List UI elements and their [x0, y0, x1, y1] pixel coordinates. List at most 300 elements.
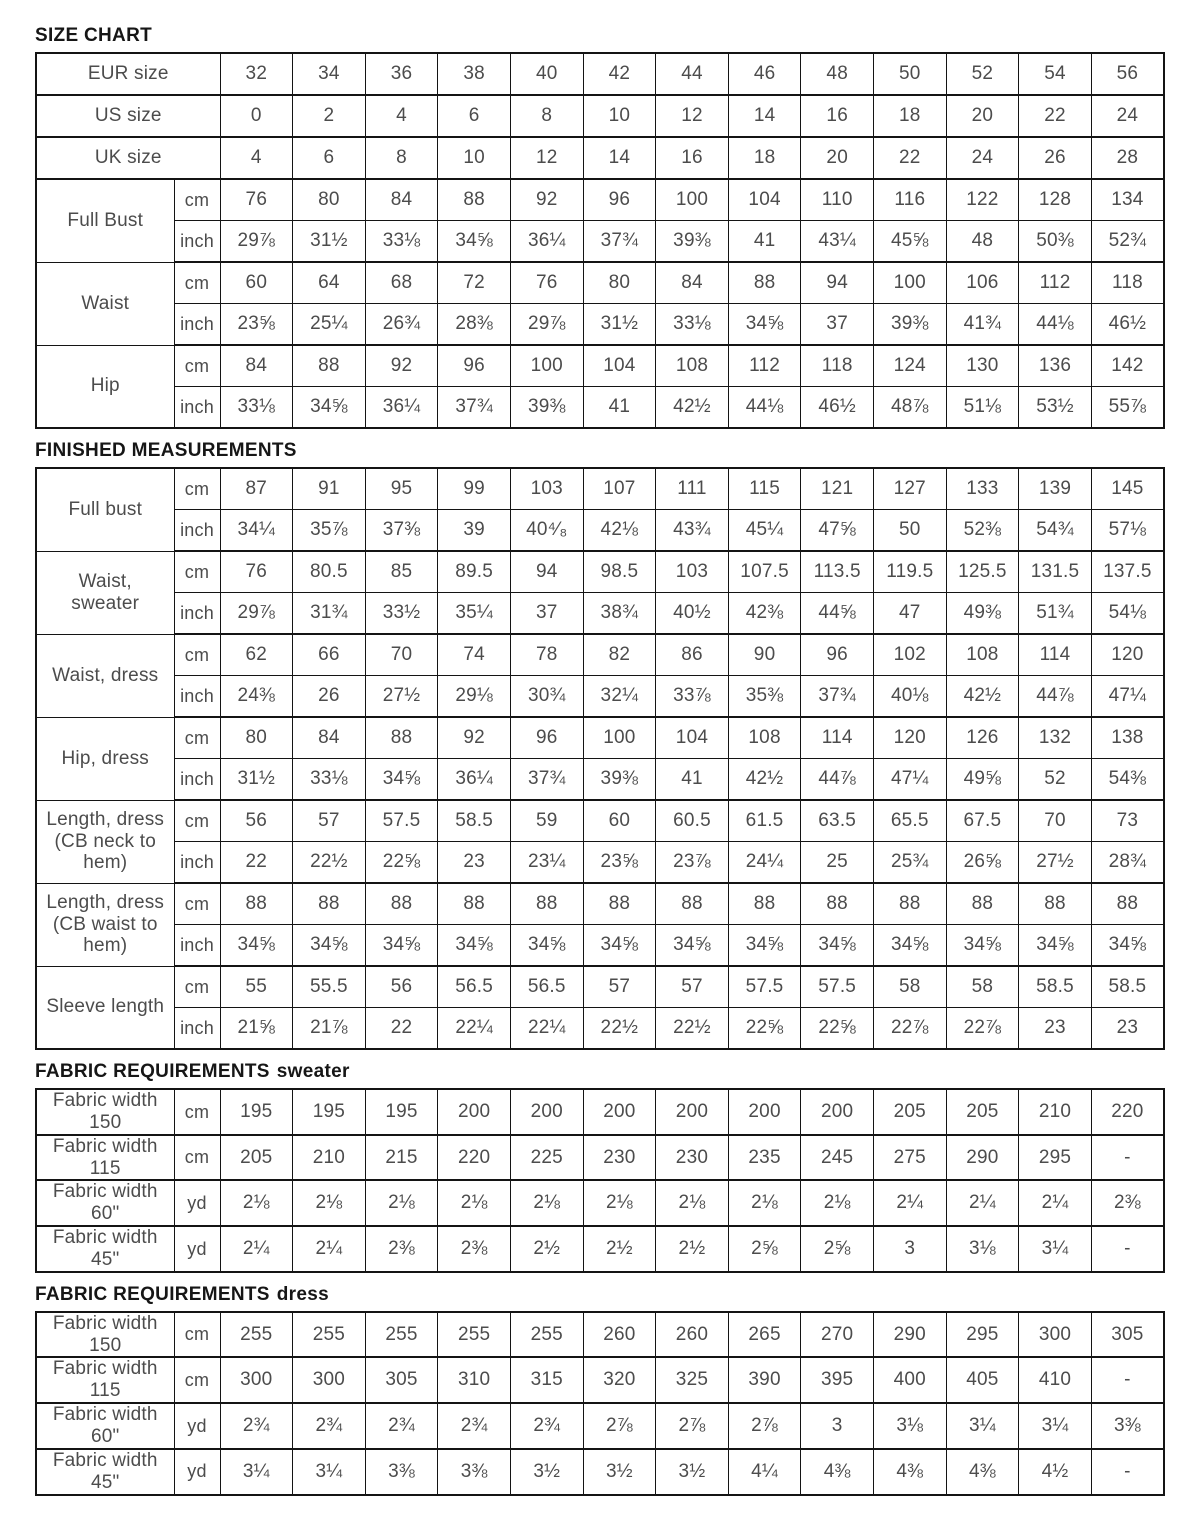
value-cell: 104 — [728, 179, 801, 221]
value-cell: 100 — [656, 179, 729, 221]
value-cell: 52 — [946, 53, 1019, 95]
value-cell: 56 — [220, 800, 293, 842]
value-cell: 210 — [1019, 1089, 1092, 1135]
value-cell: 53½ — [1019, 387, 1092, 429]
unit-cell: inch — [174, 1008, 220, 1050]
finished-measurements-table — [35, 467, 1165, 1050]
value-cell: 89.5 — [438, 551, 511, 593]
value-cell: 295 — [1019, 1135, 1092, 1181]
value-cell: 46 — [728, 53, 801, 95]
table-row — [36, 1089, 1164, 1135]
value-cell: 2¾ — [510, 1403, 583, 1449]
value-cell: 3½ — [510, 1449, 583, 1495]
value-cell: 31½ — [583, 304, 656, 346]
value-cell: 300 — [293, 1357, 366, 1403]
value-cell: 43¾ — [656, 510, 729, 552]
value-cell: 76 — [220, 179, 293, 221]
value-cell: 34⅝ — [438, 221, 511, 263]
section-heading-size-chart — [35, 26, 1165, 45]
value-cell: 37 — [510, 593, 583, 635]
value-cell: 4⅜ — [873, 1449, 946, 1495]
value-cell: 145 — [1091, 468, 1164, 510]
value-cell: 6 — [438, 95, 511, 137]
value-cell: 16 — [656, 137, 729, 179]
value-cell: 255 — [438, 1312, 511, 1358]
value-cell: 47⅝ — [801, 510, 874, 552]
value-cell: 45⅝ — [874, 221, 947, 263]
unit-cell: inch — [174, 304, 220, 346]
value-cell: 230 — [583, 1135, 656, 1181]
value-cell: 22⅝ — [801, 1008, 874, 1050]
value-cell: 46½ — [801, 387, 874, 429]
value-cell: 58 — [946, 966, 1019, 1008]
value-cell: 31¾ — [293, 593, 366, 635]
table-row — [36, 925, 1164, 967]
value-cell: 88 — [365, 717, 438, 759]
value-cell: 67.5 — [946, 800, 1019, 842]
value-cell: 25¾ — [873, 842, 946, 884]
value-cell: 2⅛ — [583, 1180, 656, 1226]
value-cell: 108 — [946, 634, 1019, 676]
value-cell: 76 — [220, 551, 293, 593]
value-cell: 35⅞ — [293, 510, 366, 552]
value-cell: 34⅝ — [656, 925, 729, 967]
value-cell: 3 — [873, 1226, 946, 1272]
value-cell: 400 — [873, 1357, 946, 1403]
value-cell: 21⅞ — [293, 1008, 366, 1050]
table-row — [36, 1135, 1164, 1181]
table-row — [36, 53, 1164, 95]
value-cell: 29⅛ — [438, 676, 511, 718]
value-cell: 121 — [801, 468, 874, 510]
value-cell: 34⅝ — [946, 925, 1019, 967]
value-cell: 100 — [874, 262, 947, 304]
value-cell: 112 — [1019, 262, 1092, 304]
value-cell: 42 — [583, 53, 656, 95]
value-cell: - — [1091, 1449, 1164, 1495]
value-cell: 39⅜ — [874, 304, 947, 346]
value-cell: 2¾ — [220, 1403, 293, 1449]
value-cell: 20 — [946, 95, 1019, 137]
value-cell: 88 — [220, 883, 293, 925]
value-cell: 96 — [510, 717, 583, 759]
value-cell: 3½ — [656, 1449, 729, 1495]
value-cell: 99 — [438, 468, 511, 510]
value-cell: 88 — [728, 262, 801, 304]
value-cell: 260 — [656, 1312, 729, 1358]
value-cell: 84 — [293, 717, 366, 759]
value-cell: 120 — [873, 717, 946, 759]
value-cell: 40⁴⁄₈ — [510, 510, 583, 552]
value-cell: 58.5 — [1091, 966, 1164, 1008]
unit-cell: yd — [174, 1403, 220, 1449]
value-cell: 22⅞ — [873, 1008, 946, 1050]
value-cell: 88 — [583, 883, 656, 925]
table-row — [36, 137, 1164, 179]
value-cell: 195 — [293, 1089, 366, 1135]
row-label: Fabric width 150 — [36, 1089, 174, 1135]
unit-cell: cm — [174, 883, 220, 925]
table-row — [36, 304, 1164, 346]
value-cell: 23⅝ — [220, 304, 293, 346]
value-cell: 2⅜ — [365, 1226, 438, 1272]
value-cell: 34⅝ — [293, 925, 366, 967]
value-cell: 0 — [220, 95, 293, 137]
section-fabric-requirements-sweater — [35, 1062, 1165, 1273]
value-cell: 245 — [801, 1135, 874, 1181]
value-cell: 34⅝ — [728, 925, 801, 967]
value-cell: 4½ — [1019, 1449, 1092, 1495]
value-cell: 96 — [801, 634, 874, 676]
value-cell: 48 — [801, 53, 874, 95]
value-cell: 118 — [801, 345, 874, 387]
value-cell: 3¼ — [1019, 1226, 1092, 1272]
value-cell: 82 — [583, 634, 656, 676]
table-row — [36, 966, 1164, 1008]
value-cell: 49⅝ — [946, 759, 1019, 801]
value-cell: 34⅝ — [365, 925, 438, 967]
value-cell: - — [1091, 1357, 1164, 1403]
value-cell: 34⅝ — [510, 925, 583, 967]
value-cell: 92 — [510, 179, 583, 221]
value-cell: 57.5 — [365, 800, 438, 842]
value-cell: 22¼ — [510, 1008, 583, 1050]
value-cell: 32¼ — [583, 676, 656, 718]
value-cell: 37¾ — [438, 387, 511, 429]
value-cell: 88 — [293, 345, 366, 387]
value-cell: 37⅜ — [365, 510, 438, 552]
value-cell: 4⅜ — [801, 1449, 874, 1495]
value-cell: 100 — [583, 717, 656, 759]
unit-cell: inch — [174, 593, 220, 635]
value-cell: 39⅜ — [583, 759, 656, 801]
value-cell: 2½ — [510, 1226, 583, 1272]
value-cell: 85 — [365, 551, 438, 593]
value-cell: 37 — [801, 304, 874, 346]
value-cell: 92 — [438, 717, 511, 759]
value-cell: 2½ — [656, 1226, 729, 1272]
value-cell: 33⅛ — [365, 221, 438, 263]
value-cell: 47¼ — [1091, 676, 1164, 718]
value-cell: 3⅜ — [438, 1449, 511, 1495]
value-cell: 22⅞ — [946, 1008, 1019, 1050]
row-label: Hip, dress — [36, 717, 174, 800]
value-cell: 28 — [1091, 137, 1164, 179]
value-cell: 88 — [1019, 883, 1092, 925]
value-cell: 44⅝ — [801, 593, 874, 635]
value-cell: 2⅝ — [801, 1226, 874, 1272]
value-cell: 3⅜ — [365, 1449, 438, 1495]
value-cell: 2⅛ — [801, 1180, 874, 1226]
unit-cell: cm — [174, 262, 220, 304]
table-row — [36, 262, 1164, 304]
value-cell: 62 — [220, 634, 293, 676]
value-cell: 80 — [583, 262, 656, 304]
value-cell: 3¼ — [220, 1449, 293, 1495]
value-cell: 2⅛ — [510, 1180, 583, 1226]
value-cell: 92 — [365, 345, 438, 387]
row-label: Length, dress (CB waist to hem) — [36, 883, 174, 966]
value-cell: 102 — [873, 634, 946, 676]
value-cell: 24⅜ — [220, 676, 293, 718]
value-cell: 35⅜ — [728, 676, 801, 718]
value-cell: 80 — [293, 179, 366, 221]
value-cell: 34⅝ — [1019, 925, 1092, 967]
table-row — [36, 179, 1164, 221]
value-cell: 30¾ — [510, 676, 583, 718]
size-chart-table — [35, 52, 1165, 429]
value-cell: 132 — [1019, 717, 1092, 759]
value-cell: 52⅜ — [946, 510, 1019, 552]
table-row — [36, 593, 1164, 635]
section-finished-measurements — [35, 441, 1165, 1050]
value-cell: 115 — [728, 468, 801, 510]
table-row — [36, 676, 1164, 718]
row-label: Hip — [36, 345, 174, 428]
value-cell: 33½ — [365, 593, 438, 635]
value-cell: 56.5 — [438, 966, 511, 1008]
value-cell: 10 — [438, 137, 511, 179]
value-cell: 138 — [1091, 717, 1164, 759]
value-cell: 2⅝ — [728, 1226, 801, 1272]
value-cell: 38¾ — [583, 593, 656, 635]
value-cell: 91 — [293, 468, 366, 510]
table-row — [36, 510, 1164, 552]
value-cell: 56 — [365, 966, 438, 1008]
value-cell: 6 — [293, 137, 366, 179]
row-label: Fabric width 60" — [36, 1180, 174, 1226]
value-cell: 114 — [801, 717, 874, 759]
value-cell: 107 — [583, 468, 656, 510]
value-cell: 50 — [873, 510, 946, 552]
value-cell: 22 — [1019, 95, 1092, 137]
value-cell: 103 — [656, 551, 729, 593]
value-cell: 29⅞ — [220, 593, 293, 635]
value-cell: 310 — [438, 1357, 511, 1403]
value-cell: 23 — [1019, 1008, 1092, 1050]
table-row — [36, 842, 1164, 884]
value-cell: 34⅝ — [728, 304, 801, 346]
value-cell: 34⅝ — [583, 925, 656, 967]
table-row — [36, 95, 1164, 137]
value-cell: 10 — [583, 95, 656, 137]
value-cell: 44⅞ — [1019, 676, 1092, 718]
table-row — [36, 1312, 1164, 1358]
value-cell: 305 — [365, 1357, 438, 1403]
value-cell: 42½ — [728, 759, 801, 801]
value-cell: 116 — [874, 179, 947, 221]
value-cell: 8 — [365, 137, 438, 179]
value-cell: 2¾ — [365, 1403, 438, 1449]
value-cell: 315 — [510, 1357, 583, 1403]
value-cell: - — [1091, 1226, 1164, 1272]
value-cell: 22⅝ — [728, 1008, 801, 1050]
value-cell: 88 — [438, 883, 511, 925]
value-cell: 40½ — [656, 593, 729, 635]
value-cell: 88 — [873, 883, 946, 925]
value-cell: 76 — [510, 262, 583, 304]
value-cell: 270 — [801, 1312, 874, 1358]
value-cell: 22 — [220, 842, 293, 884]
value-cell: 88 — [510, 883, 583, 925]
value-cell: 88 — [656, 883, 729, 925]
value-cell: 205 — [873, 1089, 946, 1135]
value-cell: 42½ — [656, 387, 729, 429]
value-cell: 36¼ — [438, 759, 511, 801]
row-label: Fabric width 45" — [36, 1226, 174, 1272]
unit-cell: yd — [174, 1449, 220, 1495]
value-cell: 47 — [873, 593, 946, 635]
table-row — [36, 468, 1164, 510]
value-cell: 58.5 — [438, 800, 511, 842]
unit-cell: cm — [174, 1089, 220, 1135]
value-cell: 100 — [510, 345, 583, 387]
value-cell: 200 — [656, 1089, 729, 1135]
value-cell: 35¼ — [438, 593, 511, 635]
value-cell: 34⅝ — [220, 925, 293, 967]
heading-main: FABRIC REQUIREMENTS — [35, 1061, 270, 1082]
value-cell: 195 — [220, 1089, 293, 1135]
value-cell: 57 — [583, 966, 656, 1008]
value-cell: 22½ — [293, 842, 366, 884]
value-cell: 43¼ — [801, 221, 874, 263]
value-cell: 112 — [728, 345, 801, 387]
value-cell: 22½ — [656, 1008, 729, 1050]
unit-cell: cm — [174, 179, 220, 221]
value-cell: 98.5 — [583, 551, 656, 593]
value-cell: 290 — [873, 1312, 946, 1358]
unit-cell: cm — [174, 1357, 220, 1403]
value-cell: 4 — [365, 95, 438, 137]
unit-cell: cm — [174, 468, 220, 510]
value-cell: 56.5 — [510, 966, 583, 1008]
value-cell: 114 — [1019, 634, 1092, 676]
value-cell: 31½ — [220, 759, 293, 801]
value-cell: 23 — [438, 842, 511, 884]
value-cell: 68 — [365, 262, 438, 304]
value-cell: 88 — [946, 883, 1019, 925]
value-cell: 31½ — [293, 221, 366, 263]
section-size-chart — [35, 26, 1165, 429]
value-cell: 255 — [365, 1312, 438, 1358]
value-cell: 2¼ — [946, 1180, 1019, 1226]
table-row — [36, 800, 1164, 842]
value-cell: 26⅝ — [946, 842, 1019, 884]
value-cell: 134 — [1091, 179, 1164, 221]
row-label: Fabric width 115 — [36, 1135, 174, 1181]
value-cell: 70 — [1019, 800, 1092, 842]
value-cell: 2½ — [583, 1226, 656, 1272]
value-cell: 42½ — [946, 676, 1019, 718]
value-cell: 200 — [438, 1089, 511, 1135]
value-cell: 37¾ — [583, 221, 656, 263]
value-cell: 48 — [946, 221, 1019, 263]
section-heading-fabric-requirements-dress — [35, 1285, 1165, 1304]
value-cell: 2⅛ — [220, 1180, 293, 1226]
value-cell: 60.5 — [656, 800, 729, 842]
value-cell: 48⅞ — [874, 387, 947, 429]
value-cell: 14 — [583, 137, 656, 179]
value-cell: 137.5 — [1091, 551, 1164, 593]
value-cell: 80.5 — [293, 551, 366, 593]
value-cell: 325 — [656, 1357, 729, 1403]
value-cell: 260 — [583, 1312, 656, 1358]
value-cell: 22¼ — [438, 1008, 511, 1050]
value-cell: 34⅝ — [293, 387, 366, 429]
value-cell: 34⅝ — [1091, 925, 1164, 967]
sections-root — [35, 26, 1165, 1496]
value-cell: 49⅜ — [946, 593, 1019, 635]
value-cell: 41¾ — [946, 304, 1019, 346]
value-cell: 39⅜ — [510, 387, 583, 429]
value-cell: 22 — [874, 137, 947, 179]
value-cell: 255 — [510, 1312, 583, 1358]
value-cell: 25 — [801, 842, 874, 884]
value-cell: 33⅞ — [656, 676, 729, 718]
table-row — [36, 1357, 1164, 1403]
row-label: Full Bust — [36, 179, 174, 262]
value-cell: 41 — [728, 221, 801, 263]
value-cell: 2⅞ — [656, 1403, 729, 1449]
value-cell: 23 — [1091, 1008, 1164, 1050]
value-cell: 84 — [220, 345, 293, 387]
value-cell: 44⅞ — [801, 759, 874, 801]
value-cell: 235 — [728, 1135, 801, 1181]
value-cell: 3⅛ — [873, 1403, 946, 1449]
value-cell: 108 — [656, 345, 729, 387]
table-row — [36, 1449, 1164, 1495]
row-label: Sleeve length — [36, 966, 174, 1049]
value-cell: 130 — [946, 345, 1019, 387]
value-cell: 106 — [946, 262, 1019, 304]
value-cell: 39⅜ — [656, 221, 729, 263]
value-cell: 59 — [510, 800, 583, 842]
row-label: Fabric width 60" — [36, 1403, 174, 1449]
unit-cell: inch — [174, 387, 220, 429]
unit-cell: cm — [174, 966, 220, 1008]
value-cell: 33⅛ — [293, 759, 366, 801]
value-cell: 2¼ — [1019, 1180, 1092, 1226]
unit-cell: cm — [174, 717, 220, 759]
row-label: Fabric width 150 — [36, 1312, 174, 1358]
value-cell: 390 — [728, 1357, 801, 1403]
unit-cell: cm — [174, 1312, 220, 1358]
value-cell: - — [1091, 1135, 1164, 1181]
value-cell: 215 — [365, 1135, 438, 1181]
heading-main: FABRIC REQUIREMENTS — [35, 1283, 270, 1305]
section-heading-fabric-requirements-sweater — [35, 1062, 1165, 1081]
value-cell: 26 — [293, 676, 366, 718]
value-cell: 104 — [656, 717, 729, 759]
table-row — [36, 1008, 1164, 1050]
value-cell: 74 — [438, 634, 511, 676]
value-cell: 230 — [656, 1135, 729, 1181]
value-cell: 275 — [873, 1135, 946, 1181]
value-cell: 127 — [873, 468, 946, 510]
value-cell: 42⅜ — [728, 593, 801, 635]
row-label: US size — [36, 95, 220, 137]
value-cell: 41 — [583, 387, 656, 429]
value-cell: 108 — [728, 717, 801, 759]
value-cell: 45¼ — [728, 510, 801, 552]
value-cell: 38 — [438, 53, 511, 95]
value-cell: 142 — [1091, 345, 1164, 387]
value-cell: 27½ — [1019, 842, 1092, 884]
value-cell: 2 — [293, 95, 366, 137]
value-cell: 47¼ — [873, 759, 946, 801]
value-cell: 28⅜ — [438, 304, 511, 346]
value-cell: 64 — [293, 262, 366, 304]
